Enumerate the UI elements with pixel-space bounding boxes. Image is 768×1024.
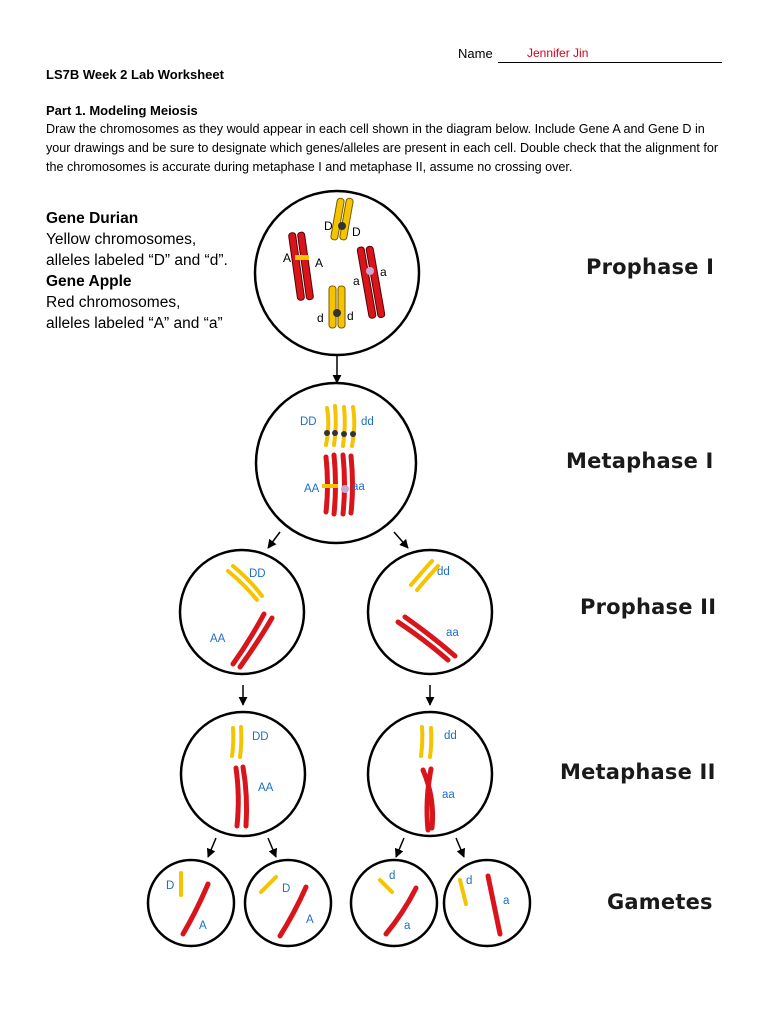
g3-label-a: a [404,920,411,932]
cell-metaphase-2-left [181,712,305,836]
p2L-label-DD: DD [249,568,266,580]
p2L-label-AA: AA [210,633,226,645]
gamete-3 [351,860,437,946]
p1-label-D1: D [324,219,333,233]
gamete-2 [245,860,331,946]
name-field-value[interactable]: Jennifer Jin [527,46,589,60]
m1-label-DD: DD [300,416,317,428]
cell-metaphase-1 [256,383,416,543]
g4-label-a: a [503,895,510,907]
gene-apple-title: Gene Apple [46,273,132,290]
gamete-4 [444,860,530,946]
m2L-label-DD: DD [252,731,269,743]
gene-durian-desc-1: Yellow chromosomes, [46,231,197,248]
g2-label-D: D [282,883,291,895]
p1-label-d1: d [317,311,324,325]
m2L-label-AA: AA [258,782,274,794]
m2R-label-dd: dd [444,730,457,742]
g4-label-d: d [466,875,473,887]
cell-metaphase-2-right [368,712,492,836]
stage-label-prophase-2: Prophase II [580,595,717,619]
g1-label-A: A [199,920,207,932]
p1-label-D2: D [352,225,361,239]
cell-prophase-2-left [180,550,304,674]
stage-label-prophase-1: Prophase I [586,255,715,279]
name-label: Name [458,46,493,61]
cell-prophase-1 [255,191,419,355]
stage-label-gametes: Gametes [607,890,713,914]
gene-apple-desc-2: alleles labeled “A” and “a” [46,315,223,332]
p1-label-a1: a [353,274,360,288]
cell-prophase-2-right [368,550,492,674]
part1-title: Part 1. Modeling Meiosis [46,103,198,118]
p1-label-d2: d [347,309,354,323]
worksheet-title: LS7B Week 2 Lab Worksheet [46,67,224,82]
gene-apple-desc-1: Red chromosomes, [46,294,181,311]
p1-label-A2: A [315,256,324,270]
gamete-1 [148,860,234,946]
g2-label-A: A [306,914,314,926]
m1-label-AA: AA [304,483,320,495]
gene-durian-title: Gene Durian [46,210,139,227]
g1-label-D: D [166,880,175,892]
m1-label-aa: aa [352,481,365,493]
g3-label-d: d [389,870,396,882]
p2R-label-aa: aa [446,627,459,639]
m2R-label-aa: aa [442,789,455,801]
p1-label-a2: a [380,265,387,279]
p1-label-A1: A [283,251,292,265]
stage-label-metaphase-2: Metaphase II [560,760,716,784]
part1-instructions: Draw the chromosomes as they would appear in each cell shown in the diagram below. Include Gene A and Gene D in your drawings and be sure to designate which genes/alleles are present in each cell. Double check that the alignment for the chromosomes is accurate during metaphase I and metaphase II, assume no crossing over. [46,122,719,174]
gene-durian-desc-2: alleles labeled “D” and “d”. [46,252,228,269]
p2R-label-dd: dd [437,566,450,578]
stage-label-metaphase-1: Metaphase I [566,449,714,473]
m1-label-dd: dd [361,416,374,428]
